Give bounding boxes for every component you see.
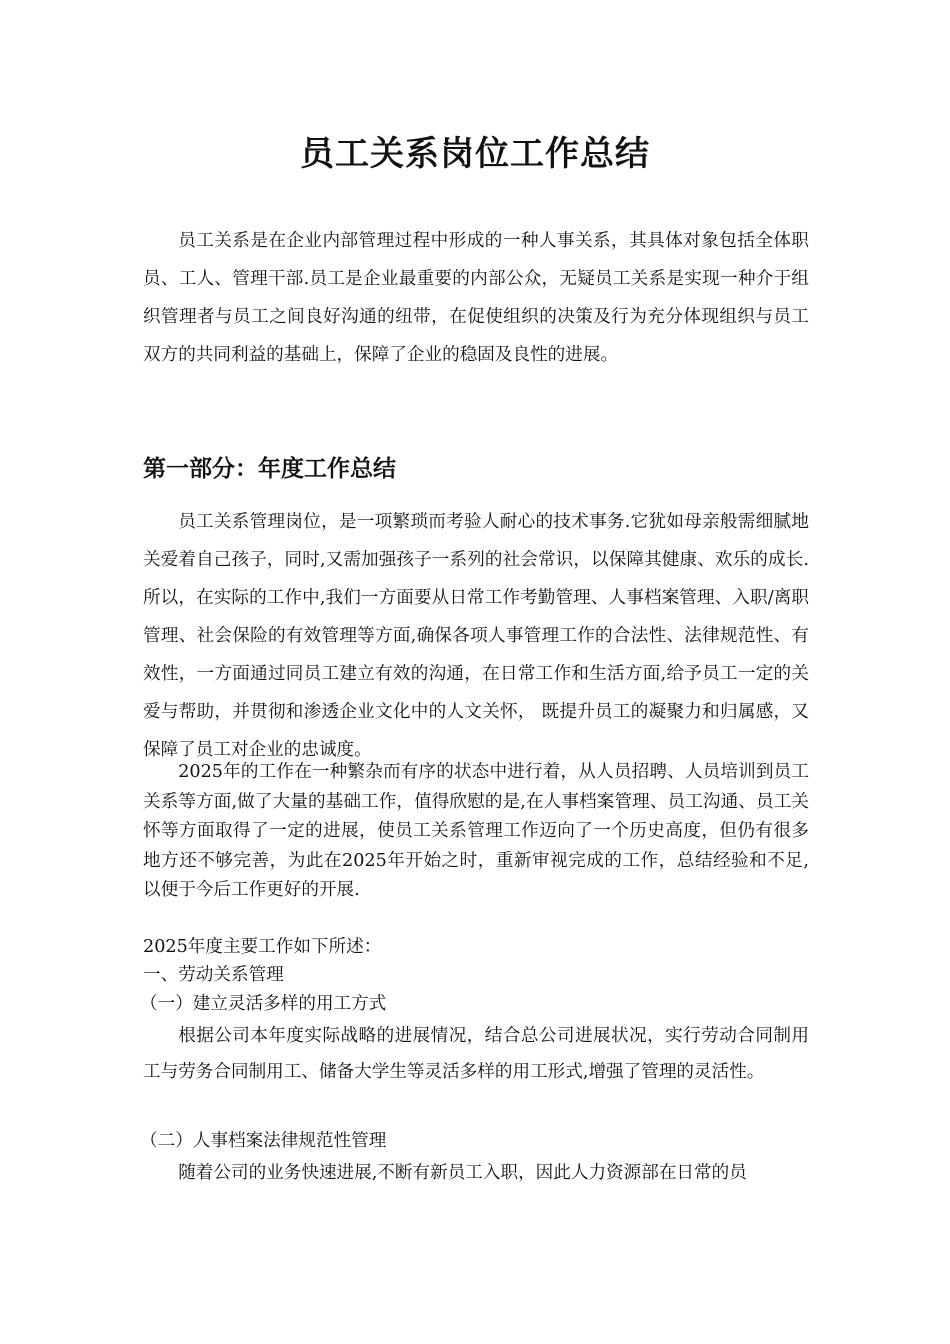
part1-heading: 第一部分：年度工作总结 <box>143 456 396 482</box>
year-2025-paragraph: 2025年的工作在一种繁杂而有序的状态中进行着，从人员招聘、人员培训到员工关系等方面,做了大量的基础工作，值得欣慰的是,在人事档案管理、员工沟通、员工关怀等方面取得了一定的进展，使员工关系管理工作迈向了一个历史高度，但仍有很多地方还不够完善，为此在2025年开始之时，重新审视完成的工作，总结经验和不足,以便于今后工作更好的开展. <box>143 762 809 900</box>
summary-line: 2025年度主要工作如下所述： <box>143 937 382 957</box>
subsection1-paragraph: 根据公司本年度实际战略的进展情况，结合总公司进展状况，实行劳动合同制用工与劳务合同制用工、储备大学生等灵活多样的用工形式,增强了管理的灵活性。 <box>143 1026 809 1082</box>
document-title: 员工关系岗位工作总结 <box>300 134 650 174</box>
subsection1-heading: （一）建立灵活多样的用工方式 <box>140 994 387 1014</box>
intro-paragraph: 员工关系是在企业内部管理过程中形成的一种人事关系，其具体对象包括全体职员、工人、管理干部.员工是企业最重要的内部公众，无疑员工关系是实现一种介于组织管理者与员工之间良好沟通的纽带，在促使组织的决策及行为充分体现组织与员工双方的共同利益的基础上，保障了企业的稳固及良性的进展。 <box>143 231 809 365</box>
subsection2-paragraph: 随着公司的业务快速进展,不断有新员工入职，因此人力资源部在日常的员 <box>178 1163 747 1183</box>
part1-paragraph: 员工关系管理岗位，是一项繁琐而考验人耐心的技术事务.它犹如母亲般需细腻地关爱着自己孩子，同时,又需加强孩子一系列的社会常识，以保障其健康、欢乐的成长.所以，在实际的工作中,我们一方面要从日常工作考勤管理、人事档案管理、入职/离职管理、社会保险的有效管理等方面,确保各项人事管理工作的合法性、法律规范性、有效性，一方面通过同员工建立有效的沟通，在日常工作和生活方面,给予员工一定的关爱与帮助，并贯彻和渗透企业文化中的人文关怀， 既提升员工的凝聚力和归属感，又保障了员工对企业的忠诚度。 <box>143 512 809 760</box>
section1-heading: 一、劳动关系管理 <box>143 965 284 985</box>
subsection2-heading: （二）人事档案法律规范性管理 <box>140 1131 387 1151</box>
